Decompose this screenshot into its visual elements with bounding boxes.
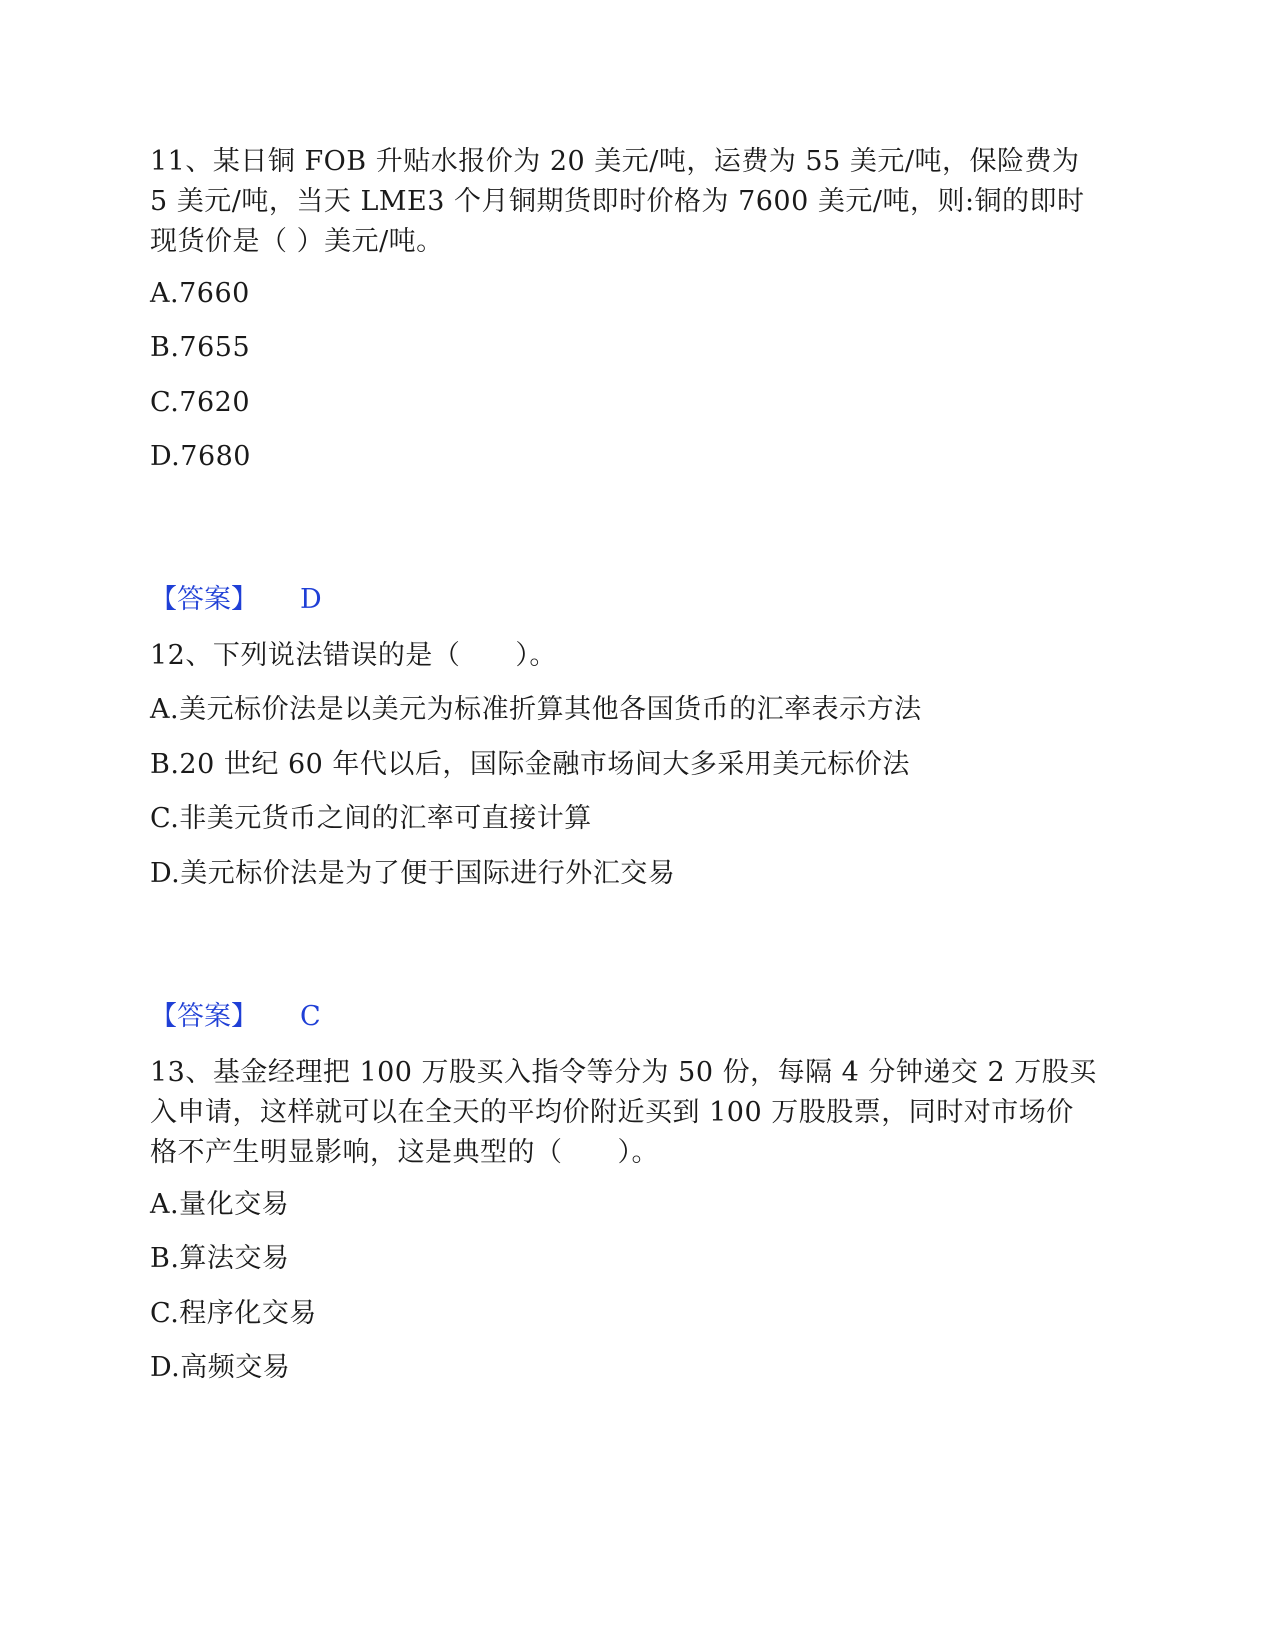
question-13-option-b: B.算法交易 [150, 1243, 290, 1274]
question-11-option-d: D.7680 [150, 441, 251, 472]
question-11-option-b: B.7655 [150, 332, 251, 363]
question-13-option-a: A.量化交易 [150, 1189, 290, 1220]
question-12-option-b: B.20 世纪 60 年代以后，国际金融市场间大多采用美元标价法 [150, 749, 910, 780]
question-12-option-c: C.非美元货币之间的汇率可直接计算 [150, 803, 592, 834]
question-11-stem: 11、某日铜 FOB 升贴水报价为 20 美元/吨，运费为 55 美元/吨，保险费为 5 美元/吨，当天 LME3 个月铜期货即时价格为 7600 美元/吨，则:铜的即时现货价是（ ）美元/吨。 [150, 146, 1085, 257]
question-12-answer [150, 997, 321, 1037]
answer-label: 【答案】 [150, 1001, 258, 1032]
question-13-option-c: C.程序化交易 [150, 1298, 317, 1329]
question-11-option-c: C.7620 [150, 387, 250, 418]
question-11-option-a: A.7660 [150, 278, 250, 309]
question-13-option-d: D.高频交易 [150, 1352, 291, 1383]
question-12-option-a: A.美元标价法是以美元为标准折算其他各国货币的汇率表示方法 [150, 694, 922, 725]
question-12-stem: 12、下列说法错误的是（ ）。 [150, 640, 557, 671]
question-12-option-d: D.美元标价法是为了便于国际进行外汇交易 [150, 858, 676, 889]
question-11-answer [150, 580, 322, 620]
answer-label: 【答案】 [150, 584, 258, 615]
question-13-stem: 13、基金经理把 100 万股买入指令等分为 50 份，每隔 4 分钟递交 2 万股买入申请，这样就可以在全天的平均价附近买到 100 万股股票，同时对市场价格不产生明显影响，这是典型的（ ）。 [150, 1057, 1097, 1168]
answer-letter: C [300, 1001, 321, 1032]
answer-letter: D [300, 584, 322, 615]
